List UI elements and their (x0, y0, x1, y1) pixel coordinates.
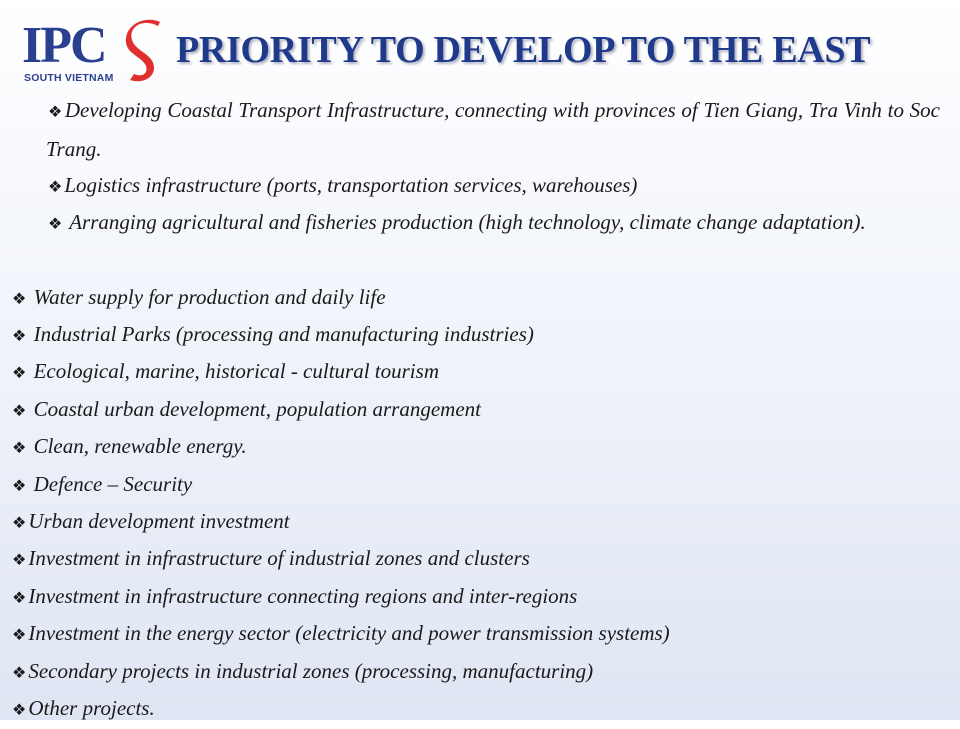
list-item: ❖Secondary projects in industrial zones (processing, manufacturing) (12, 659, 594, 683)
list-item: ❖ Defence – Security (12, 472, 193, 496)
bullet-icon: ❖ (12, 590, 27, 607)
sub-item: ❖Logistics infrastructure (ports, transportation services, warehouses) (48, 173, 638, 197)
logo-swoosh-icon (124, 18, 164, 88)
bullet-icon: ❖ (12, 702, 27, 719)
list-item: ❖ Coastal urban development, population arrangement (12, 397, 481, 421)
bullet-icon: ❖ (12, 291, 27, 308)
list-item: ❖ Ecological, marine, historical - cultural tourism (12, 359, 439, 383)
bullet-icon: ❖ (12, 515, 27, 532)
list-item: ❖ Clean, renewable energy. (12, 434, 247, 458)
list-item: ❖ Industrial Parks (processing and manufacturing industries) (12, 322, 534, 346)
logo-text: IPC (22, 17, 106, 74)
bullet-icon: ❖ (48, 216, 63, 233)
bullet-icon: ❖ (48, 179, 63, 196)
sub-item: ❖ Arranging agricultural and fisheries production (high technology, climate change adaptation). (48, 210, 866, 234)
bullet-icon: ❖ (12, 627, 27, 644)
ipc-logo (22, 18, 162, 88)
list-item: ❖Investment in the energy sector (electricity and power transmission systems) (12, 621, 670, 645)
bullet-icon: ❖ (12, 478, 27, 495)
list-item: ❖Other projects. (12, 696, 155, 720)
list-item: ❖Urban development investment (12, 509, 290, 533)
list-item: ❖Investment in infrastructure connecting regions and inter-regions (12, 584, 578, 608)
bullet-icon: ❖ (12, 665, 27, 682)
bullet-icon: ❖ (12, 440, 27, 457)
logo-subtitle: SOUTH VIETNAM (24, 72, 114, 84)
bullet-icon: ❖ (12, 365, 27, 382)
bullet-icon: ❖ (48, 104, 63, 121)
list-item: ❖Investment in infrastructure of industrial zones and clusters (12, 546, 530, 570)
list-item: ❖ Water supply for production and daily life (12, 285, 386, 309)
sub-item: ❖Developing Coastal Transport Infrastructure, connecting with provinces of Tien Giang, Tra Vinh to Soc Trang. (46, 98, 940, 161)
slide-title: PRIORITY TO DEVELOP TO THE EAST (176, 29, 871, 71)
bullet-icon: ❖ (12, 328, 27, 345)
bullet-icon: ❖ (12, 552, 27, 569)
bullet-icon: ❖ (12, 403, 27, 420)
